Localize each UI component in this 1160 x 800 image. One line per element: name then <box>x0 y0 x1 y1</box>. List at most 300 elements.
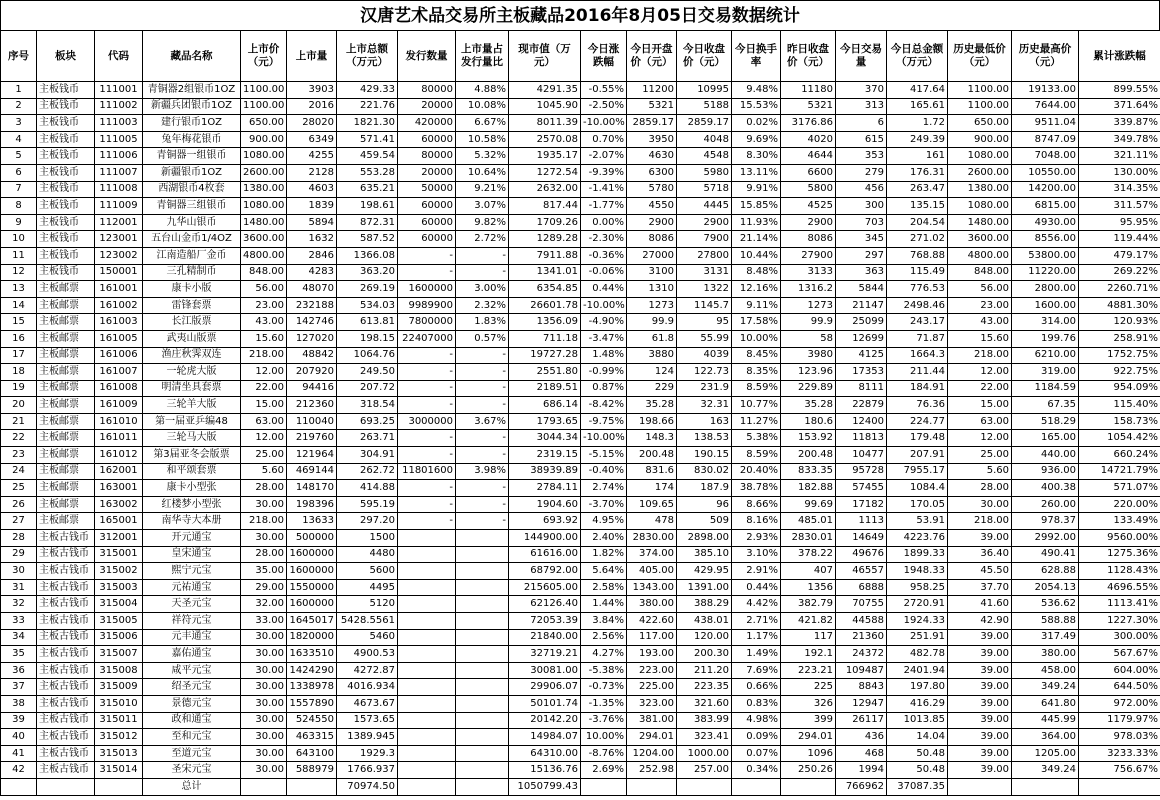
table-cell: 7900 <box>677 231 732 248</box>
table-cell: 0.66% <box>732 679 781 696</box>
table-cell: 1380.00 <box>241 181 287 198</box>
table-cell: 主板邮票 <box>37 430 95 447</box>
table-cell: 8.16% <box>732 513 781 530</box>
table-cell: 4644 <box>781 148 836 165</box>
table-cell: 主板古钱币 <box>37 712 95 729</box>
table-cell: 8.48% <box>732 264 781 281</box>
table-cell: 124 <box>627 364 677 381</box>
table-cell: 15.85% <box>732 198 781 215</box>
table-cell: 8.45% <box>732 347 781 364</box>
table-cell: 1632 <box>287 231 337 248</box>
table-cell: 421.82 <box>781 613 836 630</box>
table-cell: 45.50 <box>948 563 1012 580</box>
table-row[interactable] <box>1 347 1160 364</box>
table-cell <box>398 745 456 762</box>
table-cell: 4.27% <box>581 646 627 663</box>
column-header: 发行数量 <box>398 31 456 82</box>
table-cell: 16 <box>1 330 37 347</box>
table-cell: 35.28 <box>781 397 836 414</box>
table-cell: 1480.00 <box>948 214 1012 231</box>
table-cell <box>456 762 509 779</box>
table-cell: 3.00% <box>456 281 509 298</box>
table-cell: 223.21 <box>781 662 836 679</box>
table-cell: 900.00 <box>241 131 287 148</box>
table-cell: 57455 <box>836 480 887 497</box>
table-cell: 174 <box>627 480 677 497</box>
table-row[interactable] <box>1 530 1160 547</box>
table-cell: 63.00 <box>948 413 1012 430</box>
table-cell: 380.00 <box>1012 646 1079 663</box>
table-cell: 4525 <box>781 198 836 215</box>
table-cell: 95728 <box>836 463 887 480</box>
table-cell: 524550 <box>287 712 337 729</box>
table-cell: 5800 <box>781 181 836 198</box>
table-cell: 60000 <box>398 214 456 231</box>
table-cell: 3880 <box>627 347 677 364</box>
table-cell: 6600 <box>781 164 836 181</box>
table-cell: 1600000 <box>287 563 337 580</box>
table-cell: 13633 <box>287 513 337 530</box>
table-cell: 1899.33 <box>887 546 948 563</box>
table-row[interactable] <box>1 214 1160 231</box>
table-row[interactable] <box>1 729 1160 746</box>
table-cell <box>398 778 456 795</box>
table-row[interactable] <box>1 646 1160 663</box>
table-cell: - <box>398 247 456 264</box>
table-cell: 7800000 <box>398 314 456 331</box>
table-cell: 1573.65 <box>337 712 398 729</box>
table-row[interactable] <box>1 413 1160 430</box>
table-cell: 1480.00 <box>241 214 287 231</box>
table-cell: 0.44% <box>732 579 781 596</box>
table-cell: 2859.17 <box>677 115 732 132</box>
table-cell: 8747.09 <box>1012 131 1079 148</box>
table-row[interactable] <box>1 247 1160 264</box>
table-cell: 2830.00 <box>627 530 677 547</box>
column-header: 今日总金额（万元） <box>887 31 948 82</box>
table-cell: 0.83% <box>732 695 781 712</box>
table-row[interactable] <box>1 314 1160 331</box>
table-cell: 161009 <box>95 397 143 414</box>
table-cell: 1600000 <box>287 546 337 563</box>
table-cell <box>456 695 509 712</box>
table-cell: 133.49% <box>1079 513 1160 530</box>
table-cell: 31 <box>1 579 37 596</box>
table-row[interactable] <box>1 148 1160 165</box>
table-cell: 5460 <box>337 629 398 646</box>
table-cell: 567.67% <box>1079 646 1160 663</box>
table-row[interactable] <box>1 330 1160 347</box>
table-cell: 4272.87 <box>337 662 398 679</box>
column-header: 藏品名称 <box>143 31 241 82</box>
table-cell: 211.20 <box>677 662 732 679</box>
table-cell: 圣宋元宝 <box>143 762 241 779</box>
table-cell: 958.25 <box>887 579 948 596</box>
table-cell: 399 <box>781 712 836 729</box>
table-cell: 456 <box>836 181 887 198</box>
table-cell: 219760 <box>287 430 337 447</box>
table-row[interactable] <box>1 745 1160 762</box>
table-cell: 95 <box>677 314 732 331</box>
table-cell: -3.70% <box>581 496 627 513</box>
table-cell: 主板邮票 <box>37 364 95 381</box>
table-cell: 165.00 <box>1012 430 1079 447</box>
table-row[interactable] <box>1 579 1160 596</box>
table-row[interactable] <box>1 546 1160 563</box>
table-cell: 39.00 <box>948 679 1012 696</box>
table-cell: 4930.00 <box>1012 214 1079 231</box>
table-cell <box>398 596 456 613</box>
table-row[interactable] <box>1 115 1160 132</box>
table-cell: 1310 <box>627 281 677 298</box>
table-cell: 279 <box>836 164 887 181</box>
table-cell: 2128 <box>287 164 337 181</box>
table-cell: 1316.2 <box>781 281 836 298</box>
table-cell: -1.77% <box>581 198 627 215</box>
table-row[interactable] <box>1 662 1160 679</box>
table-cell: - <box>398 347 456 364</box>
table-cell: 5 <box>1 148 37 165</box>
table-cell: 11 <box>1 247 37 264</box>
total-volume: 766962 <box>836 778 887 795</box>
table-cell: 96 <box>677 496 732 513</box>
table-cell: 5321 <box>781 98 836 115</box>
table-cell: 5321 <box>627 98 677 115</box>
table-cell: 628.88 <box>1012 563 1079 580</box>
table-cell: 534.03 <box>337 297 398 314</box>
table-cell: 4673.67 <box>337 695 398 712</box>
table-row[interactable] <box>1 98 1160 115</box>
table-cell: 1205.00 <box>1012 745 1079 762</box>
table-cell <box>456 646 509 663</box>
table-cell: 39.00 <box>948 712 1012 729</box>
table-cell: 主板钱币 <box>37 214 95 231</box>
table-cell: 28 <box>1 530 37 547</box>
table-cell: 主板古钱币 <box>37 762 95 779</box>
table-cell <box>456 613 509 630</box>
table-cell: 39.00 <box>948 629 1012 646</box>
table-cell: 2498.46 <box>887 297 948 314</box>
table-cell: 2.74% <box>581 480 627 497</box>
table-cell: 4495 <box>337 579 398 596</box>
table-cell: 1766.937 <box>337 762 398 779</box>
table-cell: 1273 <box>781 297 836 314</box>
table-row[interactable] <box>1 762 1160 779</box>
table-cell: 主板钱币 <box>37 198 95 215</box>
table-row[interactable] <box>1 82 1160 99</box>
table-cell: 主板古钱币 <box>37 563 95 580</box>
table-cell: 1356.09 <box>509 314 581 331</box>
table-cell: 咸平元宝 <box>143 662 241 679</box>
table-cell: - <box>398 380 456 397</box>
table-cell: 2600.00 <box>241 164 287 181</box>
table-cell: 463315 <box>287 729 337 746</box>
table-cell: 1128.43% <box>1079 563 1160 580</box>
table-cell: 4881.30% <box>1079 297 1160 314</box>
table-cell: 主板邮票 <box>37 380 95 397</box>
table-cell: 218.00 <box>241 347 287 364</box>
table-cell: 200.30 <box>677 646 732 663</box>
table-cell: 15.53% <box>732 98 781 115</box>
table-cell: 37.70 <box>948 579 1012 596</box>
table-cell: 111001 <box>95 82 143 99</box>
table-cell: 康卡小版 <box>143 281 241 298</box>
table-cell: 232188 <box>287 297 337 314</box>
table-cell: 922.75% <box>1079 364 1160 381</box>
table-cell: 主板古钱币 <box>37 629 95 646</box>
table-cell: 199.76 <box>1012 330 1079 347</box>
table-row[interactable] <box>1 496 1160 513</box>
table-cell: 207.91 <box>887 447 948 464</box>
table-cell: 509 <box>677 513 732 530</box>
table-cell: 10477 <box>836 447 887 464</box>
table-cell: 161003 <box>95 314 143 331</box>
table-cell: 180.6 <box>781 413 836 430</box>
table-row[interactable] <box>1 364 1160 381</box>
table-row[interactable] <box>1 264 1160 281</box>
table-cell: 469144 <box>287 463 337 480</box>
table-cell: 西湖银币4枚套 <box>143 181 241 198</box>
table-cell: 19 <box>1 380 37 397</box>
table-cell: 36.40 <box>948 546 1012 563</box>
table-cell: 主板钱币 <box>37 264 95 281</box>
table-cell: 7048.00 <box>1012 148 1079 165</box>
table-row[interactable] <box>1 613 1160 630</box>
table-cell: - <box>456 397 509 414</box>
table-cell: 380.00 <box>627 596 677 613</box>
table-cell: -5.15% <box>581 447 627 464</box>
table-cell: 3.10% <box>732 546 781 563</box>
table-cell: - <box>456 496 509 513</box>
table-cell: 39.00 <box>948 762 1012 779</box>
table-cell: 4223.76 <box>887 530 948 547</box>
table-cell: 459.54 <box>337 148 398 165</box>
table-cell: 61.8 <box>627 330 677 347</box>
table-cell: 主板古钱币 <box>37 662 95 679</box>
table-cell: 2600.00 <box>948 164 1012 181</box>
table-cell: 主板古钱币 <box>37 596 95 613</box>
table-cell <box>581 778 627 795</box>
table-cell: 315012 <box>95 729 143 746</box>
table-cell: 42 <box>1 762 37 779</box>
table-cell: 8111 <box>836 380 887 397</box>
table-cell: 6 <box>836 115 887 132</box>
table-cell: 660.24% <box>1079 447 1160 464</box>
table-cell: 221.76 <box>337 98 398 115</box>
table-cell: 第一届亚乒编48 <box>143 413 241 430</box>
table-row[interactable] <box>1 563 1160 580</box>
table-cell: 主板钱币 <box>37 181 95 198</box>
table-row[interactable] <box>1 513 1160 530</box>
table-cell: 第3届亚冬会版票 <box>143 447 241 464</box>
table-row[interactable] <box>1 198 1160 215</box>
table-cell: 38.78% <box>732 480 781 497</box>
table-row[interactable] <box>1 380 1160 397</box>
table-cell: 349.24 <box>1012 679 1079 696</box>
table-cell: 天圣元宝 <box>143 596 241 613</box>
table-cell: 30.00 <box>241 762 287 779</box>
table-cell: 378.22 <box>781 546 836 563</box>
table-cell: 10.77% <box>732 397 781 414</box>
sheet-title: 汉唐艺术品交易所主板藏品2016年8月05日交易数据统计 <box>0 0 1160 30</box>
table-cell: 6349 <box>287 131 337 148</box>
table-cell: 9 <box>1 214 37 231</box>
table-cell: 8 <box>1 198 37 215</box>
table-cell: 2.32% <box>456 297 509 314</box>
table-cell: 0.87% <box>581 380 627 397</box>
column-header: 序号 <box>1 31 37 82</box>
column-header: 今日涨跌幅 <box>581 31 627 82</box>
table-cell: 122.73 <box>677 364 732 381</box>
table-cell: 5844 <box>836 281 887 298</box>
table-cell: 12.00 <box>241 430 287 447</box>
table-cell: 3600.00 <box>241 231 287 248</box>
table-cell: 主板钱币 <box>37 247 95 264</box>
table-row[interactable] <box>1 447 1160 464</box>
table-cell: 主板古钱币 <box>37 579 95 596</box>
table-row[interactable] <box>1 397 1160 414</box>
table-cell: 10.00% <box>732 330 781 347</box>
table-cell: 南华寺大本册 <box>143 513 241 530</box>
table-cell: 2720.91 <box>887 596 948 613</box>
table-cell: 2846 <box>287 247 337 264</box>
table-cell: 27800 <box>677 247 732 264</box>
table-row[interactable] <box>1 231 1160 248</box>
table-cell: 251.91 <box>887 629 948 646</box>
table-cell: 420000 <box>398 115 456 132</box>
table-cell <box>398 679 456 696</box>
table-cell: 80000 <box>398 148 456 165</box>
table-cell: 20 <box>1 397 37 414</box>
table-row[interactable] <box>1 480 1160 497</box>
table-cell: 3980 <box>781 347 836 364</box>
table-cell: 374.00 <box>627 546 677 563</box>
total-listing-amount: 70974.50 <box>337 778 398 795</box>
table-cell: -10.00% <box>581 115 627 132</box>
table-cell: 490.41 <box>1012 546 1079 563</box>
table-cell: 25099 <box>836 314 887 331</box>
table-row[interactable] <box>1 164 1160 181</box>
table-cell: 6 <box>1 164 37 181</box>
table-cell: 229 <box>627 380 677 397</box>
table-row[interactable] <box>1 281 1160 298</box>
table-row[interactable] <box>1 695 1160 712</box>
table-cell: 50000 <box>398 181 456 198</box>
table-cell: 8.66% <box>732 496 781 513</box>
table-cell: 53800.00 <box>1012 247 1079 264</box>
table-cell: 1227.30% <box>1079 613 1160 630</box>
table-cell: 223.00 <box>627 662 677 679</box>
table-cell <box>456 679 509 696</box>
table-cell: 115.40% <box>1079 397 1160 414</box>
table-cell: 198.61 <box>337 198 398 215</box>
table-row[interactable] <box>1 712 1160 729</box>
table-cell: 1080.00 <box>241 198 287 215</box>
table-cell <box>398 629 456 646</box>
table-cell: 1273 <box>627 297 677 314</box>
total-amount: 37087.35 <box>887 778 948 795</box>
table-cell: 7 <box>1 181 37 198</box>
table-row[interactable] <box>1 430 1160 447</box>
table-cell: 4800.00 <box>241 247 287 264</box>
table-cell <box>398 712 456 729</box>
table-cell: 225 <box>781 679 836 696</box>
table-row[interactable] <box>1 181 1160 198</box>
table-cell: 1820000 <box>287 629 337 646</box>
table-cell: 111008 <box>95 181 143 198</box>
table-cell: 17182 <box>836 496 887 513</box>
table-cell: 317.49 <box>1012 629 1079 646</box>
table-cell: 385.10 <box>677 546 732 563</box>
table-cell: 元丰通宝 <box>143 629 241 646</box>
table-row[interactable] <box>1 629 1160 646</box>
table-cell: 6300 <box>627 164 677 181</box>
column-header: 上市价（元） <box>241 31 287 82</box>
table-cell: 1.72 <box>887 115 948 132</box>
table-cell: -0.06% <box>581 264 627 281</box>
table-row[interactable] <box>1 679 1160 696</box>
table-cell: 297.20 <box>337 513 398 530</box>
table-cell: 39 <box>1 712 37 729</box>
table-cell: -1.35% <box>581 695 627 712</box>
table-cell: 4900.53 <box>337 646 398 663</box>
table-cell: 312001 <box>95 530 143 547</box>
table-cell: 主板邮票 <box>37 413 95 430</box>
table-cell: 景德元宝 <box>143 695 241 712</box>
table-cell: 3950 <box>627 131 677 148</box>
table-cell: 1064.76 <box>337 347 398 364</box>
table-cell: 405.00 <box>627 563 677 580</box>
table-row[interactable] <box>1 596 1160 613</box>
table-cell: 17.58% <box>732 314 781 331</box>
table-cell <box>456 712 509 729</box>
table-cell: 193.00 <box>627 646 677 663</box>
table-cell: 3903 <box>287 82 337 99</box>
table-cell: 319.00 <box>1012 364 1079 381</box>
table-cell: 3176.86 <box>781 115 836 132</box>
table-cell: 163001 <box>95 480 143 497</box>
table-cell: 主板古钱币 <box>37 729 95 746</box>
table-cell: 349.24 <box>1012 762 1079 779</box>
table-cell: 五台山金币1/4OZ <box>143 231 241 248</box>
table-cell: 9.69% <box>732 131 781 148</box>
table-row[interactable] <box>1 463 1160 480</box>
table-cell: 315010 <box>95 695 143 712</box>
table-cell: 武夷山版票 <box>143 330 241 347</box>
table-cell: 848.00 <box>241 264 287 281</box>
table-row[interactable] <box>1 297 1160 314</box>
table-row[interactable] <box>1 131 1160 148</box>
table-cell: 9560.00% <box>1079 530 1160 547</box>
total-row <box>1 778 1160 795</box>
table-cell: 22.00 <box>241 380 287 397</box>
table-cell: 215605.00 <box>509 579 581 596</box>
table-cell: 至道元宝 <box>143 745 241 762</box>
table-cell: 190.15 <box>677 447 732 464</box>
table-cell: 56.00 <box>241 281 287 298</box>
table-cell: 252.98 <box>627 762 677 779</box>
table-cell: 30.00 <box>241 745 287 762</box>
table-cell: 162001 <box>95 463 143 480</box>
table-cell: 明清坐具套票 <box>143 380 241 397</box>
table-cell: 63.00 <box>241 413 287 430</box>
table-cell: 72053.39 <box>509 613 581 630</box>
table-cell: 12 <box>1 264 37 281</box>
table-cell: - <box>398 496 456 513</box>
table-cell: 33 <box>1 613 37 630</box>
table-cell: 231.9 <box>677 380 732 397</box>
table-cell: 363 <box>836 264 887 281</box>
